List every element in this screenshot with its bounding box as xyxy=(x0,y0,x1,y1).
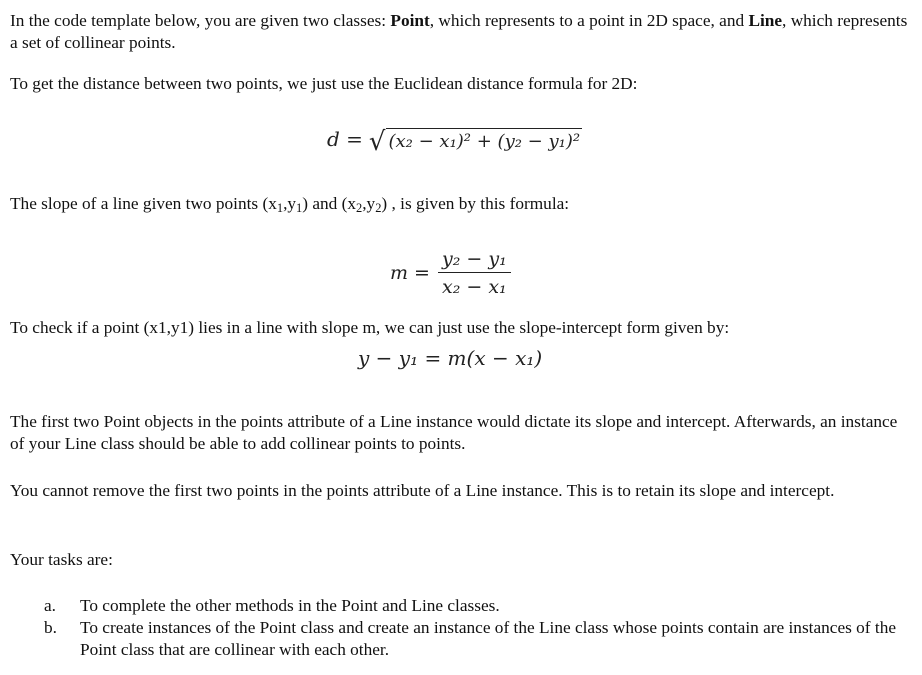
slope-sub-2: 1 xyxy=(296,201,303,216)
tasks-list xyxy=(44,595,904,661)
square-root xyxy=(368,126,582,157)
distance-formula-radicand: (x₂ − x₁)² + (y₂ − y₁)² xyxy=(386,128,583,152)
list-marker: b. xyxy=(44,618,57,637)
slope-paragraph xyxy=(10,193,910,215)
radical-sign-icon: √ xyxy=(368,127,386,157)
task-text: To complete the other methods in the Point and Line classes. xyxy=(80,596,500,615)
slope-text-1: The slope of a line given two points (x xyxy=(10,194,277,213)
intro-text-1: In the code template below, you are given two classes: xyxy=(10,11,391,30)
check-paragraph: To check if a point (x1,y1) lies in a line with slope m, we can just use the slope-intercept form given by: xyxy=(10,318,730,337)
task-text: To create instances of the Point class and create an instance of the Line class whose points contain are instances of the Point class that are collinear with each other. xyxy=(80,618,896,659)
slope-formula xyxy=(390,248,511,298)
list-marker: a. xyxy=(44,596,56,615)
point-slope-formula: y − y₁ = m(x − x₁) xyxy=(358,346,543,370)
first-two-paragraph: The first two Point objects in the points attribute of a Line instance would dictate its slope and intercept. Afterwards, an instance of your Line class should be able to add collinear points to points. xyxy=(10,412,898,453)
list-item xyxy=(44,595,904,617)
slope-sub-1: 1 xyxy=(276,201,284,216)
intro-text-2: , which represents to a point in 2D space, and xyxy=(429,11,749,30)
intro-line-bold: Line xyxy=(748,11,783,30)
slope-text-2: ,y xyxy=(283,194,297,213)
cannot-remove-paragraph: You cannot remove the first two points in the points attribute of a Line instance. This is to retain its slope and intercept. xyxy=(10,481,835,500)
slope-text-5: ) , is given by this formula: xyxy=(381,194,570,213)
intro-paragraph xyxy=(10,10,910,54)
distance-paragraph: To get the distance between two points, we just use the Euclidean distance formula for 2D: xyxy=(10,74,638,93)
slope-formula-lhs: m = xyxy=(390,262,430,284)
distance-formula-lhs: d = xyxy=(327,127,363,151)
slope-sub-3: 2 xyxy=(356,201,363,216)
slope-fraction xyxy=(438,248,511,298)
intro-point-bold: Point xyxy=(390,11,430,30)
slope-text-4: ,y xyxy=(362,194,376,213)
slope-sub-4: 2 xyxy=(375,201,382,216)
intro-text-3: , which represents a set of collinear points. xyxy=(10,11,908,52)
slope-text-3: ) and (x xyxy=(302,194,357,213)
tasks-heading: Your tasks are: xyxy=(10,550,113,569)
distance-formula xyxy=(327,126,582,157)
list-item xyxy=(44,617,904,661)
slope-numerator: y₂ − y₁ xyxy=(441,248,507,270)
slope-denominator: x₂ − x₁ xyxy=(438,272,511,298)
